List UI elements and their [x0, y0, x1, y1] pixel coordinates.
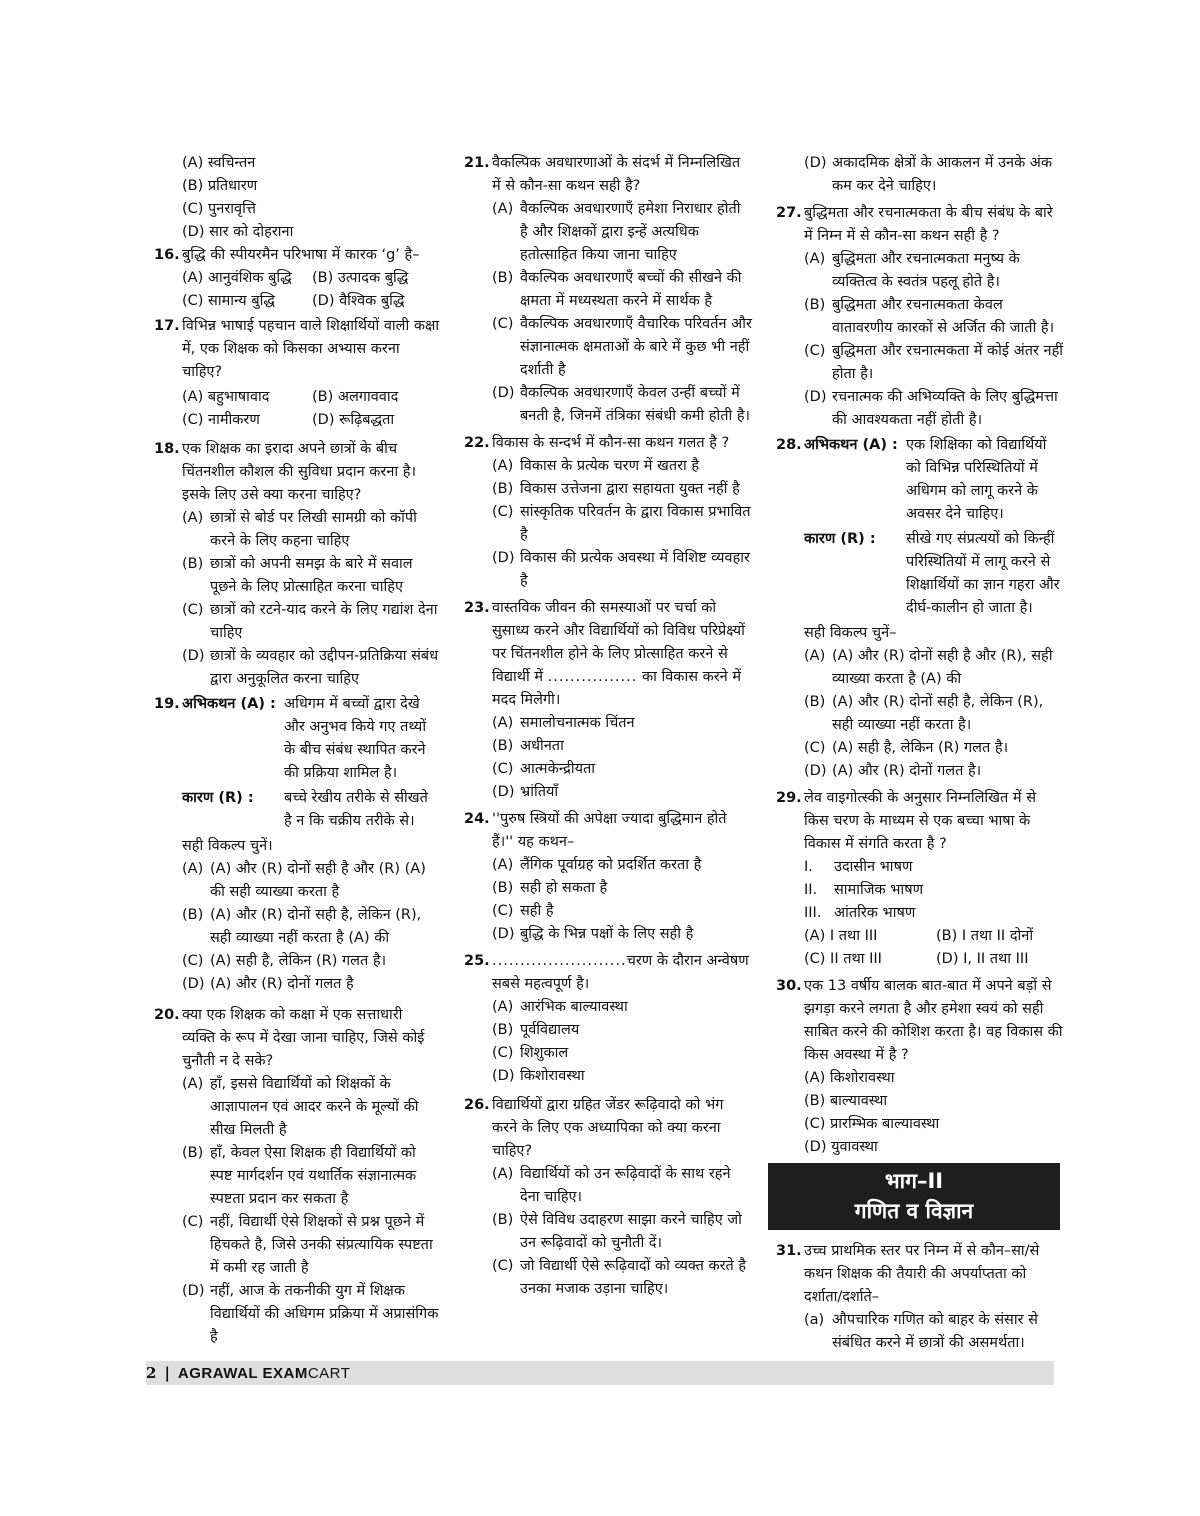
option: (C) छात्रों को रटने-याद करने के लिए गद्यांश देना चाहिए: [182, 602, 438, 641]
option: (A) (A) और (R) दोनों सही है और (R), सही व्याख्या करता है (A) की: [804, 648, 1053, 687]
question-number: 18.: [154, 441, 180, 457]
option: (D) युवावस्था: [804, 1139, 878, 1155]
question-24: [464, 808, 752, 946]
footer-separator: |: [164, 1364, 170, 1382]
page-footer: [146, 1361, 1054, 1385]
option: (D) (A) और (R) दोनों गलत है।: [804, 763, 982, 779]
question-31: [776, 1240, 1064, 1355]
option: (A) छात्रों से बोर्ड पर लिखी सामग्री को कॉपी करने के लिए कहना चाहिए: [182, 510, 417, 549]
option: (B) पूर्वविद्यालय: [492, 1022, 580, 1038]
option: (A) बुद्धिमता और रचनात्मकता मनुष्य के व्यक्तित्व के स्वतंत्र पहलू होते है।: [804, 251, 1020, 290]
option: (D) छात्रों के व्यवहार को उद्दीपन-प्रतिक्रिया संबंध द्वारा अनुकूलित करना चाहिए: [182, 648, 439, 687]
option: (A) किशोरावस्था: [804, 1070, 895, 1086]
option: (B) I तथा II दोनों: [936, 928, 1034, 944]
question-16: [154, 244, 440, 313]
question-stem: क्या एक शिक्षक को कक्षा में एक सत्ताधारी व्यक्ति के रूप में देखा जाना चाहिए, जिसे कोई चुनौती न दे सके?: [182, 1007, 425, 1069]
brand-cart: CART: [307, 1365, 351, 1382]
reason-text: बच्चे रेखीय तरीके से सीखते है न कि चक्रीय तरीके से।: [284, 790, 428, 829]
reason-text: सीखे गए संप्रत्ययों को किन्हीं परिस्थितियों में लागू करने से शिक्षार्थियों का ज्ञान गहरा और दीर्घ-कालीन हो जाता है।: [906, 531, 1060, 616]
question-number: 17.: [154, 318, 180, 334]
choose-instruction: सही विकल्प चुनें–: [804, 625, 897, 641]
question-stem: वास्तविक जीवन की समस्याओं पर चर्चा को सुसाध्य करने और विद्यार्थियों को विविध परिप्रेक्ष्यों पर चिंतनशील होने के लिए प्रोत्साहित करने से विद्यार्थी में ................ का विकास करने में मदद मिलेगी।: [492, 600, 745, 708]
question-number: 29.: [776, 790, 802, 806]
option: (C) शिशुकाल: [492, 1045, 569, 1061]
list-item: III. आंतरिक भाषण: [804, 905, 916, 921]
option: (B) बुद्धिमता और रचनात्मकता केवल वातावरणीय कारकों से अर्जित की जाती है।: [804, 297, 1055, 336]
question-stem: एक 13 वर्षीय बालक बात-बात में अपने बड़ों से झगड़ा करने लगता है और हमेशा स्वयं को सही साबित करने की कोशिश करता है। वह विकास की किस अवस्था में है ?: [804, 978, 1063, 1063]
option: (D) I, II तथा III: [936, 951, 1029, 967]
option: (D) विकास की प्रत्येक अवस्था में विशिष्ट व्यवहार है: [492, 550, 750, 589]
question-stem: उच्च प्राथमिक स्तर पर निम्न में से कौन–सा/से कथन शिक्षक की तैयारी की अपर्याप्तता को दर्शाता/दर्शाते–: [804, 1243, 1040, 1305]
question-stem: विकास के सन्दर्भ में कौन-सा कथन गलत है ?: [492, 435, 730, 451]
option: (D) बुद्धि के भिन्न पक्षों के लिए सही है: [492, 926, 694, 942]
question-number: 24.: [464, 811, 490, 827]
section-title: भाग–II: [884, 1169, 944, 1193]
assertion-label: अभिकथन (A) :: [182, 696, 276, 712]
column-1: [154, 152, 440, 1349]
option: (A) बहुभाषावाद: [182, 389, 270, 405]
column-2: [464, 152, 752, 1301]
brand-exam: EXAM: [262, 1365, 308, 1382]
question-stem: ........................चरण के दौरान अन्वेषण सबसे महत्वपूर्ण है।: [492, 953, 749, 992]
option: (D) किशोरावस्था: [492, 1068, 585, 1084]
fill-blank: ........................: [492, 953, 627, 969]
option: (C) बुद्धिमता और रचनात्मकता में कोई अंतर नहीं होता है।: [804, 343, 1064, 382]
option: (a) औपचारिक गणित को बाहर के संसार से संबंधित करने में छात्रों की असमर्थता।: [804, 1312, 1038, 1351]
choose-instruction: सही विकल्प चुनें।: [182, 838, 273, 854]
option: (B) ऐसे विविध उदाहरण साझा करने चाहिए जो उन रूढ़िवादों को चुनौती दें।: [492, 1212, 742, 1251]
option: (B) हाँ, केवल ऐसा शिक्षक ही विद्यार्थियों को स्पष्ट मार्गदर्शन एवं यथार्तिक संज्ञानात्मक स्पष्टता प्रदान कर सकता है: [182, 1145, 417, 1207]
option: (D) नहीं, आज के तकनीकी युग में शिक्षक विद्यार्थियों की अधिगम प्रक्रिया में अप्रासंगिक है: [182, 1283, 439, 1345]
option: (A) विद्यार्थियों को उन रूढ़िवादों के साथ रहने देना चाहिए।: [492, 1166, 731, 1205]
option: (A) आरंभिक बाल्यावस्था: [492, 999, 628, 1015]
question-19: [154, 693, 440, 996]
question-number: 20.: [154, 1007, 180, 1023]
assertion-text: एक शिक्षिका को विद्यार्थियों को विभिन्न परिस्थितियों में अधिगम को लागू करने के अवसर देने चाहिए।: [906, 437, 1047, 522]
option: (A) (A) और (R) दोनों सही है और (R) (A) की सही व्याख्या करता है: [182, 861, 426, 900]
question-number: 22.: [464, 435, 490, 451]
question-number: 30.: [776, 978, 802, 994]
option: (D) रूढ़िबद्धता: [312, 412, 395, 428]
option: (A) हाँ, इससे विद्यार्थियों को शिक्षकों के आज्ञापालन एवं आदर करने के मूल्यों की सीख मिलती है: [182, 1076, 419, 1138]
question-stem: बुद्धिमता और रचनात्मकता के बीच संबंध के बारे में निम्न में से कौन-सा कथन सही है ?: [804, 205, 1053, 244]
question-number: 21.: [464, 155, 490, 171]
option: (B) विकास उत्तेजना द्वारा सहायता युक्त नहीं है: [492, 481, 740, 497]
option: (C) सही है: [492, 903, 554, 919]
option: (D) अकादमिक क्षेत्रों के आकलन में उनके अंक कम कर देने चाहिए।: [804, 155, 1053, 194]
question-23: [464, 597, 752, 804]
question-26: [464, 1094, 752, 1301]
option: (D) भ्रांतियाँ: [492, 784, 559, 800]
option: (D) वैकल्पिक अवधारणाएँ केवल उन्हीं बच्चों में बनती है, जिनमें तंत्रिका संबंधी कमी होती है।: [492, 385, 751, 424]
reason: [182, 787, 440, 833]
option: (B) अलगाववाद: [312, 389, 399, 405]
assertion: [182, 693, 440, 785]
question-29: [776, 787, 1064, 971]
question-28: [776, 434, 1064, 783]
reason-label: कारण (R) :: [182, 790, 254, 806]
question-15-tail: [154, 152, 440, 244]
question-27: [776, 202, 1064, 432]
option: (C) (A) सही है, लेकिन (R) गलत है।: [182, 953, 387, 969]
question-30: [776, 975, 1064, 1159]
assertion: [804, 434, 1064, 526]
assertion-text: अधिगम में बच्चों द्वारा देखे और अनुभव किये गए तथ्यों के बीच संबंध स्थापित करने की प्रक्रिया शामिल है।: [284, 696, 427, 781]
assertion-label: अभिकथन (A) :: [804, 437, 898, 453]
option: (D) वैश्विक बुद्धि: [312, 293, 405, 309]
question-stem: विद्यार्थियों द्वारा ग्रहित जेंडर रूढ़िवादो को भंग करने के लिए एक अध्यापिका को क्या करना चाहिए?: [492, 1097, 724, 1159]
question-stem: विभिन्न भाषाई पहचान वाले शिक्षार्थियों वाली कक्षा में, एक शिक्षक को किसका अभ्यास करना चाहिए?: [182, 318, 440, 380]
question-26-tail: [776, 152, 1064, 198]
question-stem: ''पुरुष स्त्रियों की अपेक्षा ज्यादा बुद्धिमान होते हैं।'' यह कथन–: [492, 811, 727, 850]
question-number: 28.: [776, 437, 802, 453]
option: (D) (A) और (R) दोनों गलत है: [182, 976, 354, 992]
question-number: 26.: [464, 1097, 490, 1113]
page-number: 2: [146, 1364, 157, 1382]
question-number: 23.: [464, 600, 490, 616]
section-heading: [768, 1163, 1060, 1230]
option: (A) लैंगिक पूर्वाग्रह को प्रदर्शित करता है: [492, 857, 702, 873]
option: (A) विकास के प्रत्येक चरण में खतरा है: [492, 458, 700, 474]
fill-blank: ................: [547, 669, 638, 685]
option: (C) II तथा III: [804, 951, 882, 967]
question-stem: बुद्धि की स्पीयरमैन परिभाषा में कारक ‘g’ है–: [182, 247, 420, 263]
option: (B) (A) और (R) दोनों सही है, लेकिन (R), सही व्याख्या नहीं करता है (A) की: [182, 907, 422, 946]
list-item: I. उदासीन भाषण: [804, 859, 913, 875]
option: (B) वैकल्पिक अवधारणाएँ बच्चों की सीखने की क्षमता में मध्यस्थता करने में सार्थक है: [492, 270, 742, 309]
option: (B) प्रतिधारण: [182, 178, 258, 194]
question-17: [154, 315, 440, 432]
option: (C) वैकल्पिक अवधारणाएँ वैचारिक परिवर्तन और संज्ञानात्मक क्षमताओं के बारे में कुछ भी नहीं दर्शाती है: [492, 316, 752, 378]
brand-name: AGRAWAL: [177, 1365, 263, 1382]
option: (C) सामान्य बुद्धि: [182, 293, 275, 309]
option: (B) (A) और (R) दोनों सही है, लेकिन (R), सही व्याख्या नहीं करता है।: [804, 694, 1044, 733]
question-number: 19.: [154, 696, 180, 712]
option: (C) जो विद्यार्थी ऐसे रूढ़िवादों को व्यक्त करते है उनका मजाक उड़ाना चाहिए।: [492, 1258, 747, 1297]
option: (C) नामीकरण: [182, 412, 260, 428]
option: (C) पुनरावृत्ति: [182, 201, 256, 217]
option: (D) रचनात्मक की अभिव्यक्ति के लिए बुद्धिमत्ता की आवश्यकता नहीं होती है।: [804, 389, 1058, 428]
option: (C) आत्मकेन्द्रीयता: [492, 761, 596, 777]
reason-label: कारण (R) :: [804, 531, 876, 547]
option: (D) सार को दोहराना: [182, 224, 294, 240]
option: (B) उत्पादक बुद्धि: [312, 270, 409, 286]
option: (C) नहीं, विद्यार्थी ऐसे शिक्षकों से प्रश्न पूछने में हिचकते है, जिसे उनकी संप्रत्यायिक स्पष्टता में कमी रह जाती है: [182, 1214, 433, 1276]
question-stem: एक शिक्षक का इरादा अपने छात्रों के बीच चिंतनशील कौशल की सुविधा प्रदान करना है। इसके लिए उसे क्या करना चाहिए?: [182, 441, 416, 503]
question-number: 27.: [776, 205, 802, 221]
option: (C) (A) सही है, लेकिन (R) गलत है।: [804, 740, 1009, 756]
reason: [804, 528, 1064, 620]
option: (A) I तथा III: [804, 928, 878, 944]
option: (A) समालोचनात्मक चिंतन: [492, 715, 635, 731]
option: (A) स्वचिन्तन: [182, 155, 256, 171]
option: (C) सांस्कृतिक परिवर्तन के द्वारा विकास प्रभावित है: [492, 504, 751, 543]
question-stem: वैकल्पिक अवधारणाओं के संदर्भ में निम्नलिखित में से कौन-सा कथन सही है?: [492, 155, 741, 194]
question-number: 25.: [464, 953, 490, 969]
option: (B) छात्रों को अपनी समझ के बारे में सवाल पूछने के लिए प्रोत्साहित करना चाहिए: [182, 556, 413, 595]
question-18: [154, 438, 440, 691]
option: (B) सही हो सकता है: [492, 880, 608, 896]
column-3: [776, 152, 1064, 1355]
question-number: 31.: [776, 1243, 802, 1259]
option: (B) अधीनता: [492, 738, 564, 754]
question-number: 16.: [154, 247, 180, 263]
question-20: [154, 1004, 440, 1349]
option: (A) वैकल्पिक अवधारणाएँ हमेशा निराधार होती है और शिक्षकों द्वारा इन्हें अत्यधिक हतोत्साहित किया जाना चाहिए: [492, 201, 741, 263]
question-21: [464, 152, 752, 428]
option: (B) बाल्यावस्था: [804, 1093, 888, 1109]
option: (A) आनुवंशिक बुद्धि: [182, 270, 292, 286]
question-22: [464, 432, 752, 593]
list-item: II. सामाजिक भाषण: [804, 882, 924, 898]
option: (C) प्रारम्भिक बाल्यावस्था: [804, 1116, 940, 1132]
question-25: [464, 950, 752, 1088]
question-stem: लेव वाइगोत्स्की के अनुसार निम्नलिखित में से किस चरण के माध्यम से एक बच्चा भाषा के विकास में संगति करता है ?: [804, 790, 1037, 852]
section-subtitle: गणित व विज्ञान: [854, 1199, 974, 1223]
